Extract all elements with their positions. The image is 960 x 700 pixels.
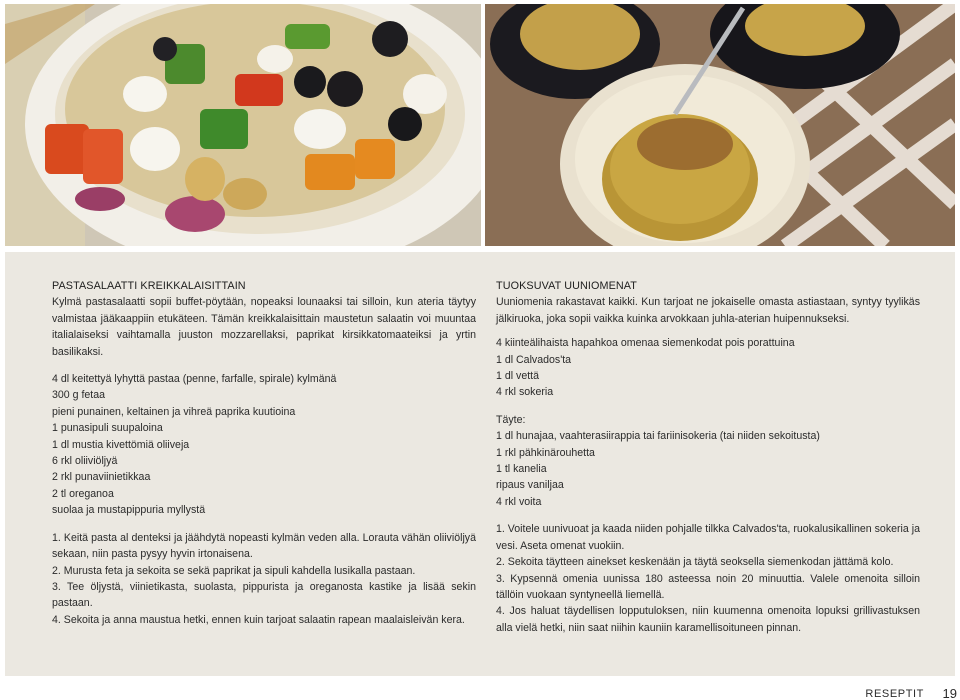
step-item: 2. Murusta feta ja sekoita se sekä paprikat ja sipuli kahdella lusikalla pastaan. xyxy=(52,564,416,577)
step-item: 1. Keitä pasta al denteksi ja jäähdytä nopeasti kylmän veden alla. Lorauta vähän oliiviöljyä sekaan, niin pasta pysyy hyvin irtonaisena. xyxy=(52,531,476,561)
apples-ingredients-list xyxy=(496,335,920,401)
baked-apples-photo xyxy=(485,4,955,246)
ingredient-item: 1 dl mustia kivettömiä oliiveja xyxy=(52,438,190,451)
ingredient-item: 1 dl vettä xyxy=(496,370,539,383)
step-item: 4. Jos haluat täydellisen lopputuloksen, niin kuumenna omenoita lopuksi grillivastuksen alla vielä hetki, niin saat niihin kauniin karamellisoituneen pinnan. xyxy=(496,605,920,634)
pasta-recipe-title: PASTASALAATTI KREIKKALAISITTAIN xyxy=(52,280,246,292)
step-item: 3. Kypsennä omenia uunissa 180 asteessa noin 20 minuuttia. Valele omenoita silloin tällöin vuokaan syntyneellä liemellä. xyxy=(496,572,920,601)
page-number: 19 xyxy=(942,686,957,700)
ingredient-item: suolaa ja mustapippuria myllystä xyxy=(52,504,206,517)
pasta-recipe xyxy=(52,278,476,628)
pasta-salad-photo xyxy=(5,4,481,246)
filling-title: Täyte: xyxy=(496,413,526,426)
ingredient-item: 1 dl Calvados'ta xyxy=(496,353,572,366)
filling-item: ripaus vaniljaa xyxy=(496,479,564,492)
step-item: 2. Sekoita täytteen ainekset keskenään ja täytä seoksella siemenkodan jättämä kolo. xyxy=(496,556,894,569)
ingredient-item: 300 g fetaa xyxy=(52,389,106,402)
ingredient-item: 1 punasipuli suupaloina xyxy=(52,422,163,435)
ingredient-item: 2 rkl punaviinietikkaa xyxy=(52,471,151,484)
step-item: 1. Voitele uunivuoat ja kaada niiden pohjalle tilkka Calvados'ta, ruokalusikallinen sokeria ja vesi. Aseta omenat vuokiin. xyxy=(496,523,920,552)
pasta-recipe-intro: Kylmä pastasalaatti sopii buffet-pöytään, nopeaksi lounaaksi tai silloin, kun ateria täytyy valmistaa jääkaappiin etukäteen. Tämän kreikkalaisittain maustetun salaatin voi muuntaa italialaiseksi vaihtamalla juuston mozzarellaksi, paprikat kirsikkatomaateiksi ja yrtin basilikaksi. xyxy=(52,296,476,358)
apples-filling-list xyxy=(496,428,920,510)
ingredient-item: 4 kiinteälihaista hapahkoa omenaa siemenkodat pois porattuina xyxy=(496,337,795,350)
filling-item: 1 tl kanelia xyxy=(496,463,547,476)
apples-recipe-title: TUOKSUVAT UUNIOMENAT xyxy=(496,280,637,292)
ingredient-item: 4 dl keitettyä lyhyttä pastaa (penne, farfalle, spirale) kylmänä xyxy=(52,373,337,386)
ingredient-item: pieni punainen, keltainen ja vihreä paprika kuutioina xyxy=(52,405,296,418)
apples-recipe xyxy=(496,278,920,636)
apples-recipe-intro: Uuniomenia rakastavat kaikki. Kun tarjoat ne jokaiselle omasta astiastaan, syntyy tyylikäs jälkiruoka, joka sopii vaikka kuinka arvokkaan juhla-aterian huipennukseksi. xyxy=(496,296,920,325)
pasta-ingredients-list xyxy=(52,371,476,519)
ingredient-item: 4 rkl sokeria xyxy=(496,386,554,399)
step-item: 3. Tee öljystä, viinietikasta, suolasta, pippurista ja oreganosta kastike ja lisää sekin pastaan. xyxy=(52,580,476,610)
ingredient-item: 2 tl oreganoa xyxy=(52,487,114,500)
ingredient-item: 6 rkl oliiviöljyä xyxy=(52,455,118,468)
filling-item: 1 dl hunajaa, vaahterasiirappia tai fariinisokeria (tai niiden sekoitusta) xyxy=(496,430,820,443)
filling-item: 4 rkl voita xyxy=(496,495,542,508)
apples-steps-list xyxy=(496,521,920,636)
pasta-steps-list xyxy=(52,530,476,628)
section-label: RESEPTIT xyxy=(865,688,924,700)
step-item: 4. Sekoita ja anna maustua hetki, ennen kuin tarjoat salaatin rapean maalaisleivän kera. xyxy=(52,613,465,626)
filling-item: 1 rkl pähkinärouhetta xyxy=(496,446,595,459)
